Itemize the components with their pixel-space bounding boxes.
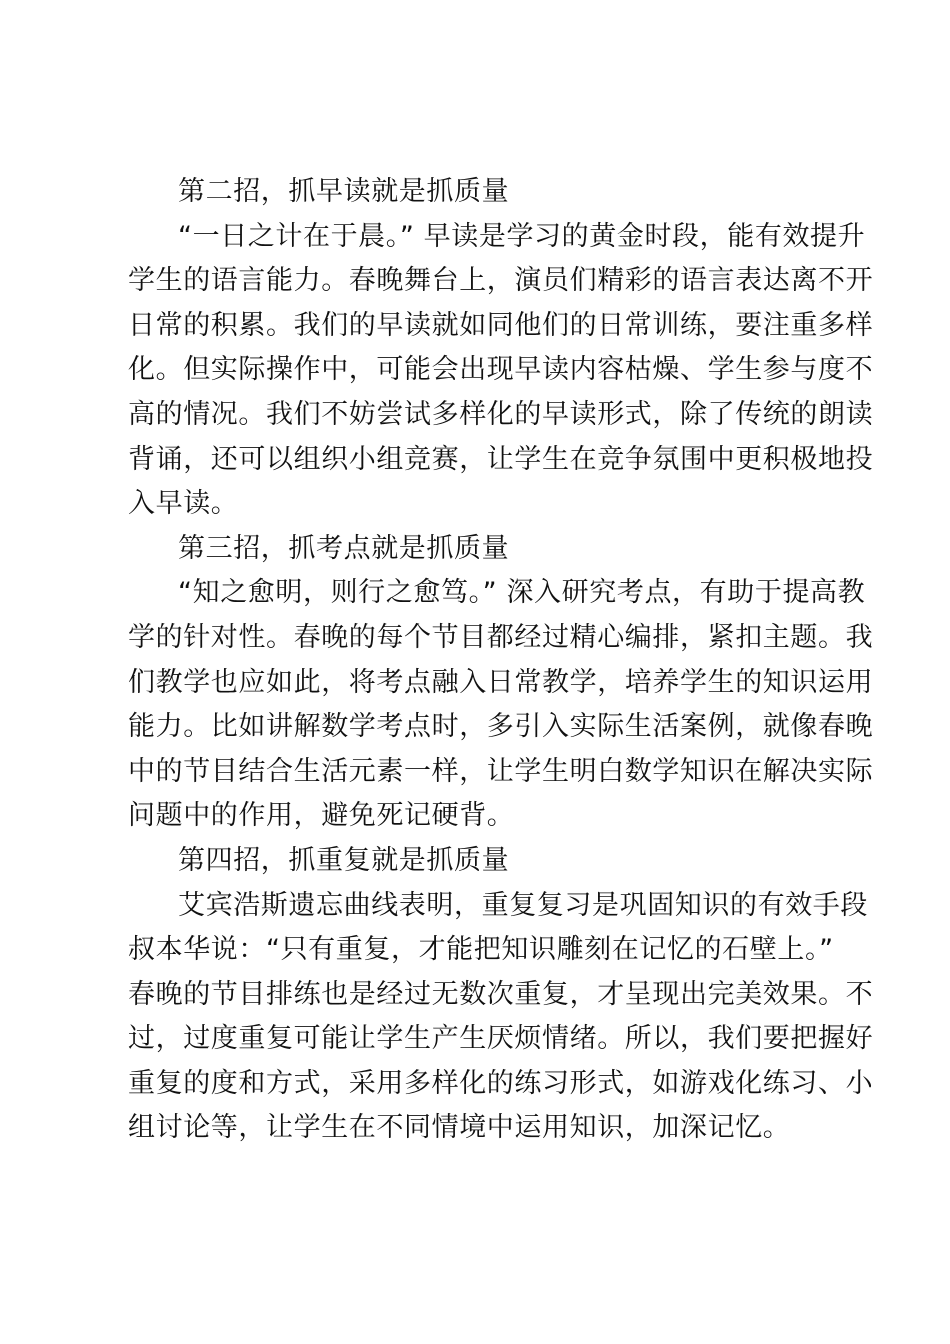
document-body bbox=[128, 170, 874, 1151]
paragraph-line: 能力。比如讲解数学考点时，多引入实际生活案例，就像春晚 bbox=[128, 711, 874, 743]
section-paragraph bbox=[128, 571, 874, 839]
section-paragraph bbox=[128, 215, 874, 527]
section-exam-points bbox=[128, 527, 874, 839]
paragraph-line: 过，过度重复可能让学生产生厌烦情绪。所以，我们要把握好 bbox=[128, 1023, 874, 1055]
paragraph-line: 组讨论等，让学生在不同情境中运用知识，加深记忆。 bbox=[128, 1112, 791, 1144]
paragraph-line: “知之愈明，则行之愈笃。” 深入研究考点，有助于提高教 bbox=[178, 577, 866, 609]
paragraph-line: 们教学也应如此，将考点融入日常教学，培养学生的知识运用 bbox=[128, 666, 874, 698]
paragraph-line: “一日之计在于晨。” 早读是学习的黄金时段，能有效提升 bbox=[178, 220, 866, 252]
paragraph-line: 学的针对性。春晚的每个节目都经过精心编排，紧扣主题。我 bbox=[128, 621, 874, 653]
section-repetition bbox=[128, 839, 874, 1151]
paragraph-line: 化。但实际操作中，可能会出现早读内容枯燥、学生参与度不 bbox=[128, 354, 874, 386]
paragraph-line: 艾宾浩斯遗忘曲线表明，重复复习是巩固知识的有效手段 bbox=[178, 889, 868, 921]
paragraph-line: 春晚的节目排练也是经过无数次重复，才呈现出完美效果。不 bbox=[128, 978, 874, 1010]
paragraph-line: 日常的积累。我们的早读就如同他们的日常训练，要注重多样 bbox=[128, 309, 874, 341]
section-heading: 第四招，抓重复就是抓质量 bbox=[178, 844, 510, 876]
section-early-reading bbox=[128, 170, 874, 527]
paragraph-line: 学生的语言能力。春晚舞台上，演员们精彩的语言表达离不开 bbox=[128, 265, 874, 297]
paragraph-line: 重复的度和方式，采用多样化的练习形式，如游戏化练习、小 bbox=[128, 1067, 874, 1099]
section-heading: 第二招，抓早读就是抓质量 bbox=[178, 176, 510, 207]
paragraph-line: 背诵，还可以组织小组竞赛，让学生在竞争氛围中更积极地投 bbox=[128, 443, 874, 475]
paragraph-line: 叔本华说：“只有重复，才能把知识雕刻在记忆的石壁上。” bbox=[128, 934, 834, 966]
paragraph-line: 中的节目结合生活元素一样，让学生明白数学知识在解决实际 bbox=[128, 755, 874, 787]
section-heading: 第三招，抓考点就是抓质量 bbox=[178, 532, 510, 564]
paragraph-line: 入早读。 bbox=[128, 488, 239, 520]
section-paragraph bbox=[128, 884, 874, 1152]
paragraph-line: 问题中的作用，避免死记硬背。 bbox=[128, 800, 515, 832]
paragraph-line: 高的情况。我们不妨尝试多样化的早读形式，除了传统的朗读 bbox=[128, 398, 874, 430]
